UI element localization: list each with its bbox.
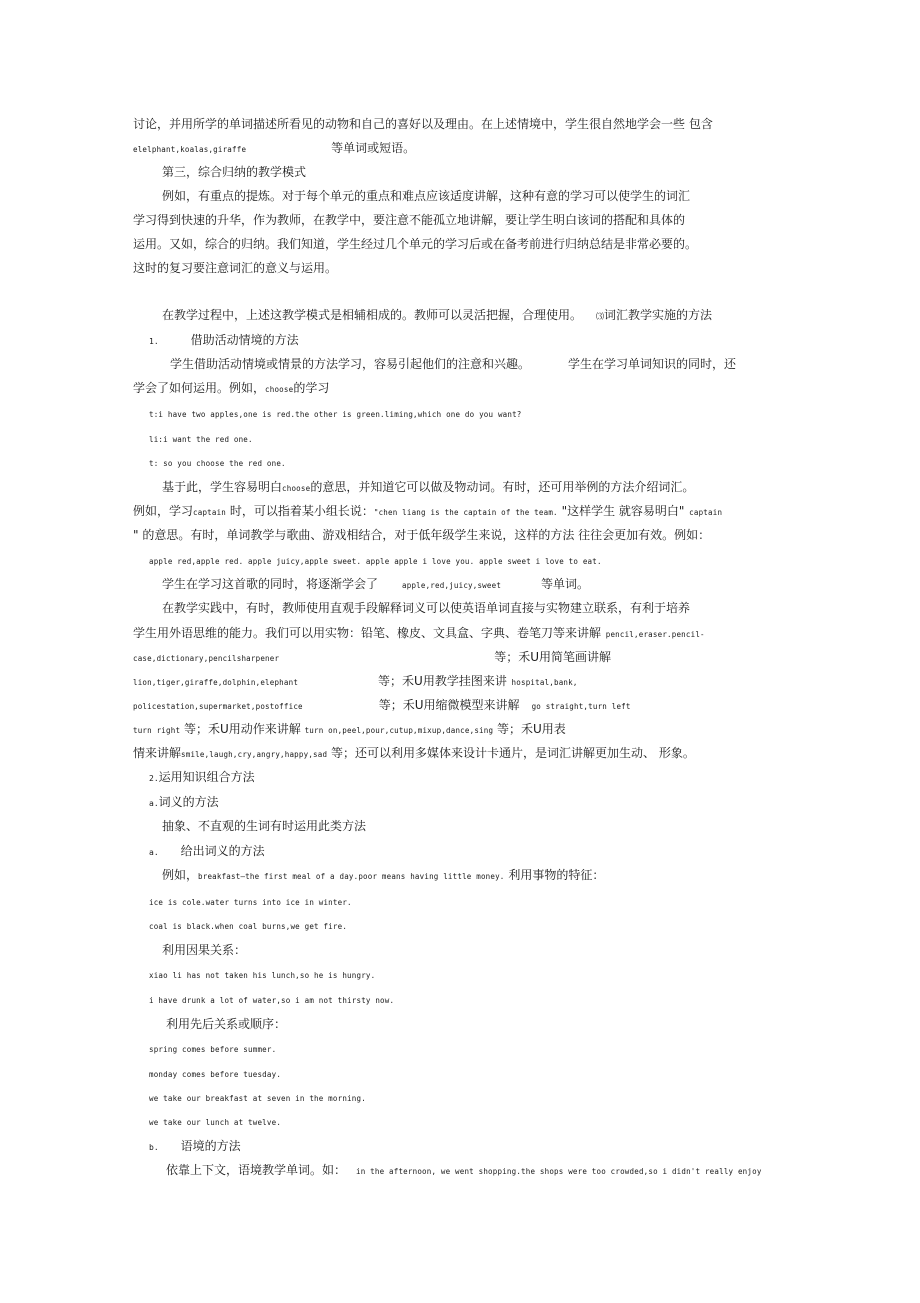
text-line: 例如，学习captain 时，可以指着某小组长说："chen liang is the captain of the team. "这样学生 就容易明白" captain	[133, 504, 723, 518]
text-line: 利用先后关系或顺序：	[166, 1017, 287, 1031]
example-line: ice is cole.water turns into ice in winter.	[149, 898, 352, 907]
text-line: 在教学过程中，上述这教学模式是相辅相成的。教师可以灵活把握，合理使用。 ⑶词汇教学实施的方法	[162, 308, 713, 322]
text-line: turn right 等；禾U用动作来讲解 turn on,peel,pour,cutup,mixup,dance,sing 等；禾U用表	[133, 722, 566, 736]
text-line: 情来讲解smile,laugh,cry,angry,happy,sad 等；还可以利用多媒体来设计卡通片，是词汇讲解更加生动、 形象。	[133, 746, 695, 760]
text-line: lion,tiger,giraffe,dolphin,elephant 等；禾U用教学挂图来讲 hospital,bank,	[133, 674, 578, 688]
example-line: spring comes before summer.	[149, 1045, 277, 1054]
example-line: we take our breakfast at seven in the morning.	[149, 1094, 366, 1103]
text-line: 学生在学习这首歌的同时，将逐渐学会了 apple,red,juicy,sweet 等单词。	[162, 577, 590, 591]
list-heading: 1. 借助活动情境的方法	[149, 333, 299, 347]
text-line: elelphant,koalas,giraffe 等单词或短语。	[133, 141, 416, 155]
example-line: coal is black.when coal burns,we get fire.	[149, 922, 348, 931]
example-line: apple red,apple red. apple juicy,apple sweet. apple apple i love you. apple sweet i love to eat.	[149, 557, 602, 566]
section-heading: 第三，综合归纳的教学模式	[162, 165, 307, 179]
example-line: t:i have two apples,one is red.the other is green.liming,which one do you want?	[149, 410, 522, 419]
text-line: 依靠上下文，语境教学单词。如： in the afternoon, we went shopping.the shops were too crowded,so i didn't really enjoy	[166, 1163, 762, 1177]
example-line: xiao li has not taken his lunch,so he is hungry.	[149, 971, 376, 980]
example-line: we take our lunch at twelve.	[149, 1118, 282, 1127]
text-line: 利用因果关系：	[162, 943, 247, 957]
example-line: monday comes before tuesday.	[149, 1070, 282, 1079]
text-line: 例如，有重点的提炼。对于每个单元的重点和难点应该适度讲解，这种有意的学习可以使学生的词汇	[162, 189, 691, 203]
text-line: 学生借助活动情境或情景的方法学习，容易引起他们的注意和兴趣。 学生在学习单词知识的同时，还	[170, 357, 737, 371]
list-heading: a. 给出词义的方法	[149, 844, 265, 858]
text-line: 学生用外语思维的能力。我们可以用实物：铅笔、橡皮、文具盒、字典、卷笔刀等来讲解 pencil,eraser.pencil-	[133, 626, 705, 640]
text-line: 学习得到快速的升华，作为教师，在教学中，要注意不能孤立地讲解，要让学生明白该词的搭配和具体的	[133, 213, 686, 227]
example-line: t: so you choose the red one.	[149, 459, 286, 468]
example-line: li:i want the red one.	[149, 435, 253, 444]
text-line: 这时的复习要注意词汇的意义与运用。	[133, 261, 338, 275]
list-heading: b. 语境的方法	[149, 1139, 241, 1153]
list-heading: 2.运用知识组合方法	[149, 770, 255, 784]
text-line: 运用。又如，综合的归纳。我们知道，学生经过几个单元的学习后或在备考前进行归纳总结是非常必要的。	[133, 237, 698, 251]
text-line: case,dictionary,pencilsharpener 等；禾U用简笔画讲解	[133, 650, 611, 664]
text-line: policestation,supermarket,postoffice 等；禾U用缩微模型来讲解 go straight,turn left	[133, 698, 631, 712]
example-line: i have drunk a lot of water,so i am not thirsty now.	[149, 996, 395, 1005]
list-heading: a.词义的方法	[149, 795, 219, 809]
text-line: 例如，breakfast—the first meal of a day.poor means having little money. 利用事物的特征：	[162, 868, 605, 882]
text-line: 讨论，并用所学的单词描述所看见的动物和自己的喜好以及理由。在上述情境中，学生很自然地学会一些 包含	[133, 117, 713, 131]
text-line: 在教学实践中，有时，教师使用直观手段解释词义可以使英语单词直接与实物建立联系，有利于培养	[162, 601, 691, 615]
text-line: 基于此，学生容易明白choose的意思，并知道它可以做及物动词。有时，还可用举例的方法介绍词汇。	[162, 480, 695, 494]
text-line: " 的意思。有时，单词教学与歌曲、游戏相结合，对于低年级学生来说，这样的方法 往往会更加有效。例如：	[133, 528, 711, 542]
text-line: 抽象、不直观的生词有时运用此类方法	[162, 819, 367, 833]
text-line: 学会了如何运用。例如，choose的学习	[133, 381, 330, 395]
